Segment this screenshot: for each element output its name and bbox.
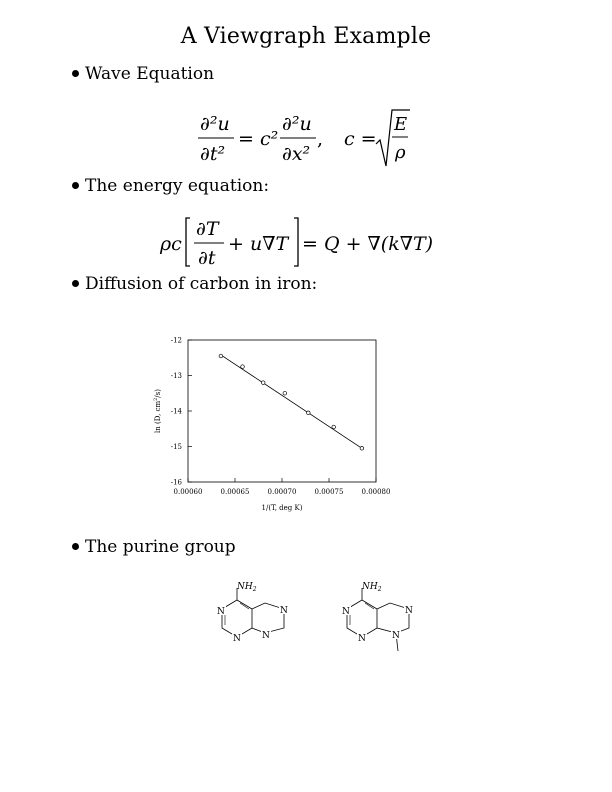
left-bracket [186,218,190,266]
bullet-purine-label: The purine group [85,537,236,557]
bullet-dot [72,182,79,189]
wave-lhs-numerator: ∂²u [200,113,230,135]
plot-frame [188,340,376,482]
page-title: A Viewgraph Example [180,24,432,49]
energy-inner-term: + u∇T [228,233,289,255]
wave-comma: , [317,128,324,150]
data-point [261,381,265,385]
x-tick-label: 0.00065 [220,488,250,496]
sqrt-denominator: ρ [395,142,406,163]
fit-line [221,355,362,448]
nh2-label [361,582,382,593]
purine-structure-1 [205,575,305,660]
x-tick-label: 0.00060 [173,488,203,496]
bullet-energy-equation [72,176,269,196]
bullet-dot [72,70,79,77]
x-axis-ticks [174,478,391,496]
y-axis-label-tail: /s) [154,389,162,398]
c-definition: c = [344,128,377,150]
bullet-purine [72,537,236,557]
bullet-wave-label: Wave Equation [85,64,215,84]
sqrt-numerator: E [394,114,408,135]
bullet-diffusion-label: Diffusion of carbon in iron: [85,274,318,294]
atom-n: N [405,606,413,616]
fit-line-group [221,355,362,448]
y-tick-label: -16 [170,478,182,487]
data-point [332,425,336,429]
atom-n: N [262,631,270,641]
data-point [241,365,245,369]
atom-n: N [358,634,366,644]
energy-fraction-denominator: ∂t [198,247,216,269]
x-tick-label: 0.00070 [267,488,297,496]
wave-rhs-denominator: ∂x² [282,143,311,165]
nh2-label [236,582,257,593]
data-point [219,354,223,358]
wave-equals-c2: = c² [238,128,279,150]
bullet-diffusion [72,274,317,294]
nh2-sub: 2 [377,586,382,593]
six-ring [222,600,252,637]
y-axis-label [153,389,162,433]
bullet-dot [72,280,79,287]
wave-equation [190,104,430,174]
bullet-energy-label: The energy equation: [85,176,270,196]
energy-rhs: = Q + ∇(k∇T) [302,233,434,255]
nh2-text: NH [237,582,253,592]
x-tick-label: 0.00080 [361,488,391,496]
atom-n: N [392,631,400,641]
y-tick-label: -12 [170,336,182,345]
nh2-text: NH [362,582,378,592]
wave-lhs-denominator: ∂t² [200,143,226,165]
purine-structure-2 [330,575,430,660]
energy-equation [158,212,458,274]
bullet-wave-equation [72,64,214,84]
y-axis-label-group [153,389,162,433]
atom-n: N [217,607,225,617]
y-axis-label-sup: 2 [153,397,159,401]
right-bracket [294,218,298,266]
nh2-sub: 2 [252,586,257,593]
six-ring [347,600,377,637]
diffusion-chart [140,330,400,520]
bullet-dot [72,543,79,550]
data-point [307,411,311,415]
atom-n: N [233,634,241,644]
x-axis-label: 1/(T, deg K) [261,504,303,512]
data-point [360,446,364,450]
y-tick-label: -13 [170,372,182,380]
wave-rhs-numerator: ∂²u [282,113,312,135]
y-axis-ticks [171,337,192,487]
atom-n: N [280,606,288,616]
data-point [283,391,287,395]
x-tick-label: 0.00075 [314,488,344,496]
y-tick-label: -14 [170,407,182,416]
atom-n: N [342,607,350,617]
energy-lead: ρc [160,233,182,255]
y-tick-label: -15 [170,443,182,451]
y-axis-label-main: ln (D, cm [154,400,162,433]
energy-fraction-numerator: ∂T [196,218,219,240]
